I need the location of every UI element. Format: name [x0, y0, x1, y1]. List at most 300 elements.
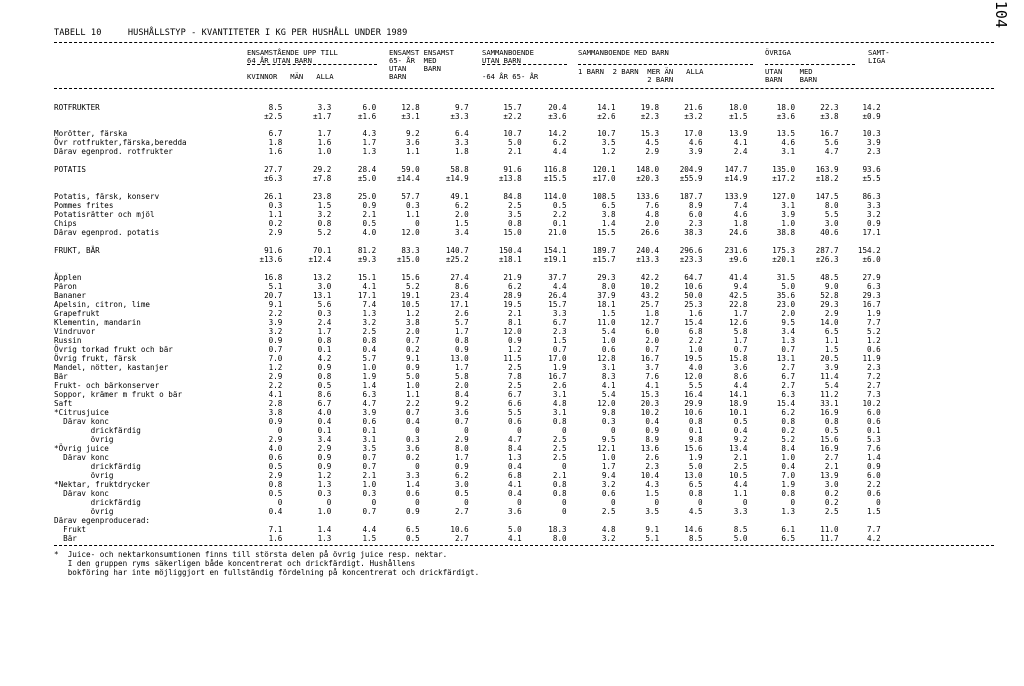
- table-cell: 5.0: [781, 282, 796, 291]
- table-cell: 4.0: [688, 363, 703, 372]
- table-cell: 3.1: [552, 390, 567, 399]
- table-cell: 4.5: [688, 507, 703, 516]
- table-cell: 4.2: [867, 534, 881, 543]
- row-label: Soppor, krämer m frukt o bär: [54, 390, 183, 399]
- row-label: drickfärdig: [54, 462, 141, 471]
- table-cell: 27.7: [264, 165, 283, 174]
- table-cell: 86.3: [862, 192, 881, 201]
- table-cell: 0.9: [867, 462, 881, 471]
- table-cell: 10.1: [729, 408, 748, 417]
- table-cell: 7.4: [362, 300, 377, 309]
- table-cell: 0.8: [552, 417, 567, 426]
- table-cell: 2.0: [645, 336, 660, 345]
- table-cell: 0.9: [317, 363, 332, 372]
- table-cell: 13.1: [313, 291, 332, 300]
- table-cell: 1.4: [406, 480, 420, 489]
- table-cell: 8.6: [454, 282, 469, 291]
- table-cell: 2.1: [362, 210, 377, 219]
- table-cell: 0.6: [508, 417, 522, 426]
- row-label: Potatisrätter och mjöl: [54, 210, 155, 219]
- table-cell: 1.0: [781, 219, 796, 228]
- table-cell: 13.0: [450, 354, 469, 363]
- row-label: *Nektar, fruktdrycker: [54, 480, 151, 489]
- table-cell: 0.9: [406, 363, 420, 372]
- table-cell: 2.0: [454, 381, 469, 390]
- table-cell: 19.8: [640, 103, 660, 112]
- table-cell: 0.3: [317, 309, 332, 318]
- table-cell: 1.3: [508, 453, 522, 462]
- table-cell: 2.6: [645, 453, 660, 462]
- table-cell: 6.5: [688, 480, 703, 489]
- table-cell: 0: [277, 498, 283, 507]
- table-cell: 21.9: [503, 273, 522, 282]
- table-cell: 6.5: [406, 525, 420, 534]
- footnote-line: bokföring har inte möjliggjort en fullständig fördelning på koncentrerat och drickfärdigt.: [54, 568, 480, 577]
- table-cell: 0.6: [268, 453, 283, 462]
- table-cell: 3.5: [645, 507, 660, 516]
- table-cell: 11.2: [820, 390, 839, 399]
- table-cell: 5.4: [601, 390, 616, 399]
- table-cell: 147.7: [724, 165, 748, 174]
- table-cell: 57.7: [401, 192, 420, 201]
- table-cell: 2.2: [268, 381, 283, 390]
- table-cell: 1.1: [406, 210, 420, 219]
- table-cell: 9.2: [733, 435, 748, 444]
- table-cell: 0.8: [268, 480, 283, 489]
- row-label: POTATIS: [54, 165, 87, 174]
- table-cell: ±3.3: [450, 112, 469, 121]
- table-cell: 5.8: [454, 372, 469, 381]
- table-cell: 1.2: [508, 345, 522, 354]
- table-cell: 24.6: [729, 228, 748, 237]
- table-cell: 3.4: [317, 435, 332, 444]
- table-cell: 2.7: [454, 534, 469, 543]
- table-cell: 5.0: [733, 534, 748, 543]
- table-cell: 10.5: [729, 471, 748, 480]
- table-cell: 9.1: [268, 300, 283, 309]
- table-cell: ±13.8: [498, 174, 522, 183]
- table-cell: 8.0: [552, 534, 567, 543]
- table-cell: 0.3: [268, 201, 283, 210]
- table-cell: 6.7: [268, 129, 283, 138]
- table-cell: 8.6: [317, 390, 332, 399]
- table-cell: 0.3: [601, 417, 616, 426]
- table-cell: 0.7: [362, 453, 377, 462]
- row-label: Klementin, mandarin: [54, 318, 141, 327]
- row-label: Frukt- och bärkonserver: [54, 381, 160, 390]
- table-cell: 4.1: [601, 381, 616, 390]
- table-cell: 8.9: [645, 435, 660, 444]
- table-cell: 50.0: [684, 291, 703, 300]
- row-label: Äpplen: [54, 273, 82, 282]
- row-label: Vindruvor: [54, 327, 96, 336]
- table-cell: 133.6: [636, 192, 660, 201]
- table-cell: 37.7: [548, 273, 567, 282]
- column-header-line: UTAN MED: [765, 67, 813, 76]
- table-cell: 9.5: [781, 318, 796, 327]
- table-cell: 43.2: [640, 291, 660, 300]
- table-cell: 4.1: [268, 390, 283, 399]
- column-header-line: SAMMANBOENDE: [482, 48, 534, 57]
- table-cell: 3.3: [733, 507, 748, 516]
- table-cell: 2.3: [867, 363, 881, 372]
- table-cell: 10.2: [640, 282, 660, 291]
- table-cell: 8.5: [733, 525, 748, 534]
- row-label: Pommes frites: [54, 201, 114, 210]
- table-cell: 1.0: [781, 453, 796, 462]
- table-cell: 8.4: [454, 390, 469, 399]
- page-number: 104: [992, 0, 1010, 28]
- table-cell: 18.0: [729, 103, 748, 112]
- table-cell: 9.2: [454, 399, 469, 408]
- table-cell: 0.8: [688, 489, 703, 498]
- table-cell: 2.8: [268, 399, 283, 408]
- table-cell: ±2.2: [503, 112, 522, 121]
- table-cell: 35.6: [776, 291, 796, 300]
- table-cell: 3.9: [268, 318, 283, 327]
- table-cell: 1.7: [601, 462, 616, 471]
- row-label: Därav egenproducerad:: [54, 516, 151, 525]
- table-cell: 3.1: [781, 147, 796, 156]
- table-cell: 20.3: [640, 399, 660, 408]
- table-cell: 12.6: [729, 318, 748, 327]
- table-cell: 1.5: [454, 219, 469, 228]
- table-cell: 14.1: [597, 103, 616, 112]
- table-cell: 0.8: [824, 417, 839, 426]
- table-cell: 3.3: [867, 201, 881, 210]
- table-cell: 10.6: [684, 282, 703, 291]
- table-cell: 18.9: [729, 399, 748, 408]
- table-cell: 16.7: [640, 354, 660, 363]
- table-cell: 0: [415, 219, 420, 228]
- table-cell: 0.4: [317, 417, 332, 426]
- table-cell: 0.7: [781, 345, 796, 354]
- table-cell: ±6.0: [862, 255, 881, 264]
- table-cell: 4.1: [733, 138, 748, 147]
- table-cell: 108.5: [592, 192, 616, 201]
- table-cell: 0.4: [268, 507, 283, 516]
- table-cell: 0.4: [406, 417, 420, 426]
- table-cell: 6.4: [454, 129, 469, 138]
- row-label: övrig: [54, 435, 114, 444]
- column-header-line: KVINNOR MÄN ALLA: [247, 72, 334, 81]
- table-cell: 3.9: [362, 408, 377, 417]
- table-cell: ±20.3: [636, 174, 660, 183]
- table-cell: 93.6: [862, 165, 881, 174]
- table-cell: 0.9: [317, 453, 332, 462]
- column-header-line: -64 ÅR 65- ÅR: [482, 72, 539, 81]
- table-cell: 5.0: [406, 372, 420, 381]
- table-cell: 8.9: [688, 201, 703, 210]
- table-cell: 6.3: [781, 390, 796, 399]
- table-cell: 0.1: [552, 219, 567, 228]
- table-cell: ±14.9: [445, 174, 469, 183]
- table-cell: 1.8: [733, 219, 748, 228]
- table-cell: 10.5: [401, 300, 420, 309]
- table-cell: 5.1: [268, 282, 283, 291]
- table-cell: 3.5: [362, 444, 377, 453]
- table-cell: 3.1: [781, 201, 796, 210]
- table-cell: ±6.3: [264, 174, 283, 183]
- table-cell: 6.2: [508, 282, 522, 291]
- table-cell: 1.6: [268, 534, 283, 543]
- table-cell: 5.0: [688, 462, 703, 471]
- table-cell: 0.7: [362, 507, 377, 516]
- table-cell: 0.9: [454, 462, 469, 471]
- table-cell: 8.4: [508, 444, 522, 453]
- table-cell: 6.0: [867, 471, 881, 480]
- table-cell: 20.5: [820, 354, 839, 363]
- table-cell: 1.6: [688, 309, 703, 318]
- table-cell: 0.5: [406, 534, 420, 543]
- table-cell: 6.3: [867, 282, 881, 291]
- table-cell: 3.3: [454, 138, 469, 147]
- table-cell: 3.8: [601, 210, 616, 219]
- table-cell: 28.4: [357, 165, 377, 174]
- row-label: Bär: [54, 534, 77, 543]
- row-label: *Citrusjuice: [54, 408, 109, 417]
- table-cell: 21.6: [684, 103, 703, 112]
- table-cell: 10.2: [640, 408, 660, 417]
- row-label: Därav konc: [54, 453, 109, 462]
- row-label: Russin: [54, 336, 82, 345]
- table-cell: 6.0: [362, 103, 377, 112]
- table-cell: 2.1: [508, 309, 522, 318]
- table-cell: 3.8: [406, 318, 420, 327]
- table-cell: 11.5: [503, 354, 522, 363]
- table-cell: 4.3: [645, 480, 660, 489]
- column-header-line: 65- ÅR MED: [389, 56, 437, 65]
- table-cell: 0.7: [454, 417, 469, 426]
- table-cell: 3.2: [601, 480, 616, 489]
- header-subrule: [578, 64, 753, 65]
- table-cell: 6.0: [688, 210, 703, 219]
- table-cell: 8.0: [824, 201, 839, 210]
- table-cell: 1.6: [317, 138, 332, 147]
- table-cell: 2.0: [406, 327, 420, 336]
- column-header-line: UTAN BARN: [389, 64, 441, 73]
- table-cell: 6.1: [781, 525, 796, 534]
- table-cell: 0: [698, 498, 703, 507]
- table-cell: 3.1: [362, 435, 377, 444]
- table-cell: 140.7: [445, 246, 469, 255]
- table-cell: ±3.1: [401, 112, 420, 121]
- table-cell: 0.4: [508, 489, 522, 498]
- row-label: drickfärdig: [54, 426, 141, 435]
- table-cell: 0.8: [781, 489, 796, 498]
- table-cell: 2.7: [781, 381, 796, 390]
- table-cell: 8.5: [268, 103, 283, 112]
- table-cell: 1.2: [601, 147, 616, 156]
- table-cell: 0.3: [406, 201, 420, 210]
- table-cell: 3.2: [317, 210, 332, 219]
- table-cell: 1.4: [601, 219, 616, 228]
- table-cell: 0.8: [362, 336, 377, 345]
- table-cell: 0.1: [867, 426, 881, 435]
- table-cell: ±9.3: [357, 255, 377, 264]
- table-cell: ±55.9: [679, 174, 703, 183]
- table-cell: 11.0: [597, 318, 616, 327]
- table-cell: 6.2: [454, 201, 469, 210]
- table-cell: 20.4: [548, 103, 567, 112]
- column-header-line: SAMMANBOENDE MED BARN: [578, 48, 669, 57]
- table-cell: 14.0: [820, 318, 839, 327]
- row-label: Päron: [54, 282, 77, 291]
- table-cell: 0.9: [317, 462, 332, 471]
- table-cell: 2.2: [867, 480, 881, 489]
- table-cell: 2.6: [454, 309, 469, 318]
- table-cell: 148.0: [636, 165, 660, 174]
- table-cell: 0: [876, 498, 881, 507]
- table-cell: 13.1: [776, 354, 796, 363]
- table-cell: 5.5: [508, 408, 522, 417]
- table-cell: 26.1: [264, 192, 283, 201]
- table-cell: 8.1: [508, 318, 522, 327]
- table-cell: 6.7: [781, 372, 796, 381]
- table-cell: 0: [326, 498, 332, 507]
- table-cell: 2.5: [601, 507, 616, 516]
- table-cell: 1.4: [867, 453, 881, 462]
- table-cell: ±7.8: [313, 174, 332, 183]
- table-cell: 0.3: [317, 489, 332, 498]
- table-cell: 83.3: [401, 246, 420, 255]
- table-cell: 1.5: [552, 336, 567, 345]
- table-cell: 0.4: [733, 426, 748, 435]
- table-cell: 37.9: [597, 291, 616, 300]
- table-cell: 1.0: [362, 480, 377, 489]
- table-cell: 3.5: [601, 138, 616, 147]
- table-cell: 0.8: [508, 219, 522, 228]
- table-cell: 0.8: [552, 480, 567, 489]
- table-cell: 0: [654, 498, 660, 507]
- table-cell: 4.7: [824, 147, 839, 156]
- table-cell: 26.6: [640, 228, 660, 237]
- table-cell: 2.5: [552, 435, 567, 444]
- table-cell: 1.1: [824, 336, 839, 345]
- table-cell: 1.3: [362, 147, 377, 156]
- table-cell: 0.6: [601, 489, 616, 498]
- table-cell: 7.4: [733, 201, 748, 210]
- table-cell: 2.9: [268, 372, 283, 381]
- table-cell: 4.8: [552, 399, 567, 408]
- table-cell: 2.2: [406, 399, 420, 408]
- table-cell: 59.0: [401, 165, 420, 174]
- table-cell: ±14.4: [396, 174, 420, 183]
- table-cell: 10.6: [450, 525, 469, 534]
- table-cell: 0: [610, 498, 616, 507]
- table-cell: 0.6: [867, 417, 881, 426]
- table-cell: 0.2: [406, 453, 420, 462]
- table-cell: 25.0: [357, 192, 377, 201]
- table-cell: 52.8: [820, 291, 839, 300]
- table-cell: 1.2: [406, 309, 420, 318]
- table-cell: 0.8: [454, 336, 469, 345]
- table-cell: 1.3: [317, 480, 332, 489]
- table-cell: 3.9: [867, 138, 881, 147]
- table-cell: 0.6: [406, 489, 420, 498]
- table-cell: 9.7: [454, 103, 469, 112]
- table-cell: 187.7: [679, 192, 703, 201]
- table-cell: 8.0: [454, 444, 469, 453]
- table-cell: 0.3: [406, 435, 420, 444]
- table-cell: 1.5: [601, 309, 616, 318]
- table-cell: 1.2: [268, 363, 283, 372]
- table-cell: 7.3: [867, 390, 881, 399]
- table-cell: 4.5: [645, 138, 660, 147]
- table-cell: ±13.3: [636, 255, 660, 264]
- table-cell: 1.7: [454, 327, 469, 336]
- table-cell: 4.4: [362, 525, 377, 534]
- table-cell: 2.9: [454, 435, 469, 444]
- table-cell: 9.1: [406, 354, 420, 363]
- table-cell: 13.0: [684, 471, 703, 480]
- table-cell: 1.3: [781, 507, 796, 516]
- table-cell: 0.2: [268, 219, 283, 228]
- table-cell: 0.6: [867, 345, 881, 354]
- table-cell: 0.7: [733, 345, 748, 354]
- table-cell: 20.7: [264, 291, 283, 300]
- table-cell: ±2.3: [640, 112, 660, 121]
- table-cell: 0.1: [317, 345, 332, 354]
- table-cell: 29.3: [862, 291, 881, 300]
- table-cell: 6.7: [317, 399, 332, 408]
- table-cell: 1.5: [362, 534, 377, 543]
- table-cell: 13.4: [729, 444, 748, 453]
- table-cell: 2.9: [268, 228, 283, 237]
- table-cell: 4.0: [362, 228, 377, 237]
- table-cell: 15.3: [640, 390, 660, 399]
- table-cell: 25.7: [640, 300, 660, 309]
- table-cell: 135.0: [772, 165, 796, 174]
- table-cell: 2.9: [317, 444, 332, 453]
- table-cell: 0.5: [552, 201, 567, 210]
- table-cell: ±5.0: [357, 174, 377, 183]
- table-cell: 0.8: [552, 489, 567, 498]
- table-cell: 1.7: [317, 129, 332, 138]
- table-cell: 42.5: [729, 291, 748, 300]
- table-cell: 13.6: [640, 444, 660, 453]
- table-cell: ±3.2: [684, 112, 703, 121]
- table-cell: 12.0: [684, 372, 703, 381]
- table-cell: 4.7: [508, 435, 522, 444]
- column-header-line: LIGA: [868, 56, 886, 65]
- table-cell: 4.1: [645, 381, 660, 390]
- table-cell: 150.4: [498, 246, 522, 255]
- table-cell: 6.0: [867, 408, 881, 417]
- table-cell: 70.1: [313, 246, 332, 255]
- table-cell: ±5.5: [862, 174, 881, 183]
- row-label: Övr rotfrukter,färska,beredda: [54, 138, 187, 147]
- table-cell: 5.2: [867, 327, 881, 336]
- table-cell: 91.6: [264, 246, 283, 255]
- table-cell: 5.7: [454, 318, 469, 327]
- table-cell: 3.1: [552, 408, 567, 417]
- table-cell: ±1.6: [357, 112, 377, 121]
- table-cell: 1.9: [688, 453, 703, 462]
- table-cell: 0.7: [406, 336, 420, 345]
- table-cell: 6.5: [824, 327, 839, 336]
- table-cell: 1.0: [317, 147, 332, 156]
- table-cell: 1.5: [317, 201, 332, 210]
- header-subrule: [765, 64, 855, 65]
- row-label: Därav konc: [54, 417, 109, 426]
- table-cell: 13.9: [820, 471, 839, 480]
- table-cell: ±18.2: [815, 174, 839, 183]
- table-cell: 1.5: [824, 345, 839, 354]
- table-cell: 1.0: [688, 345, 703, 354]
- table-cell: 1.4: [362, 381, 377, 390]
- row-label: Grapefrukt: [54, 309, 100, 318]
